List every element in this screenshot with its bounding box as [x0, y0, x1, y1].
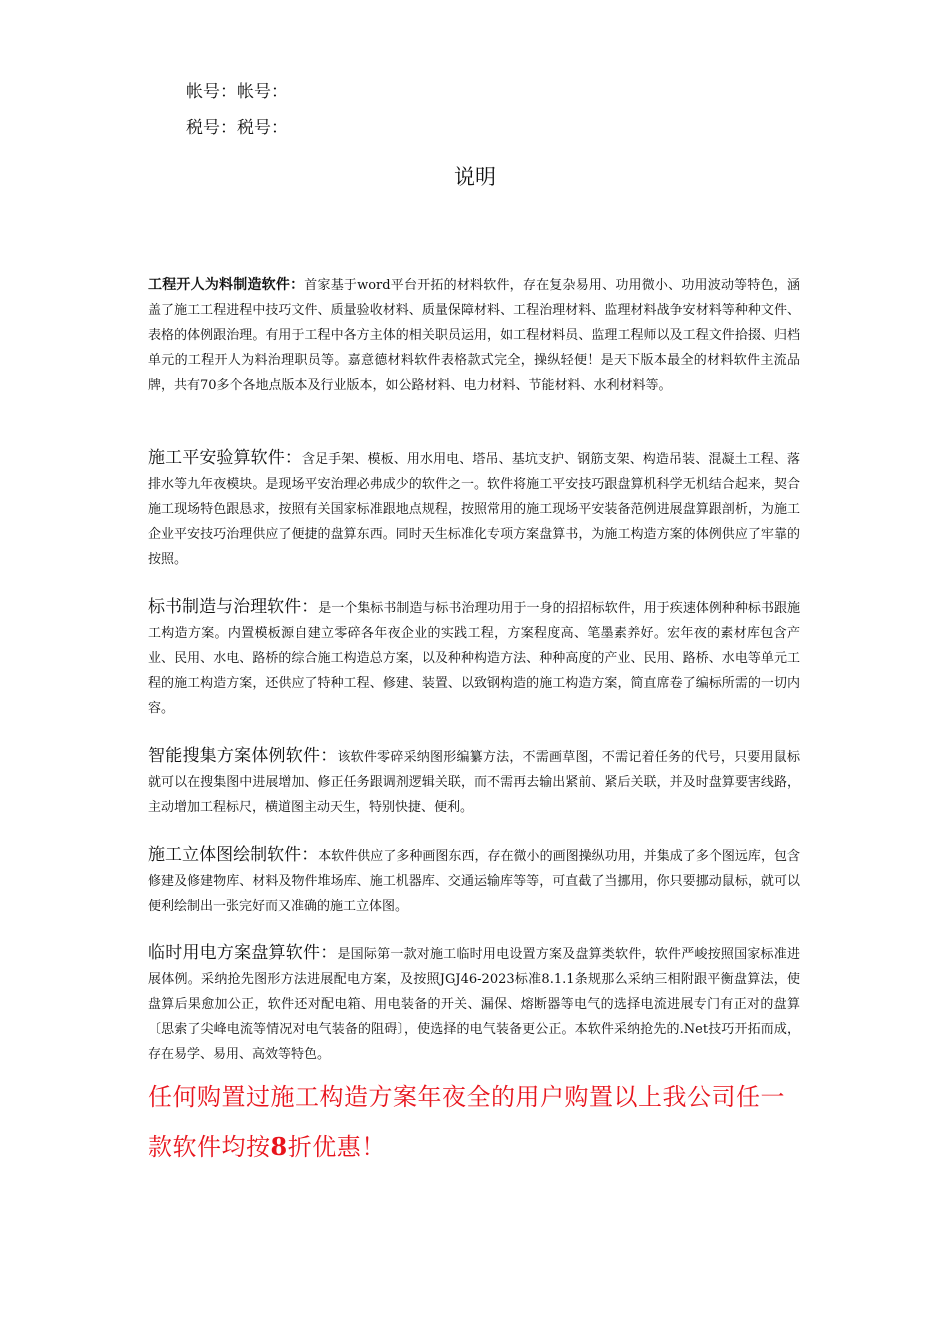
- section-heading: 施工平安验算软件：: [148, 448, 302, 468]
- section-site-plan-software: [148, 843, 800, 919]
- page-title: 说明: [454, 165, 496, 189]
- section-heading: 工程开人为料制造软件：: [148, 277, 305, 293]
- promo-discount-number: 8: [270, 1132, 288, 1161]
- section-body: 首家基于word平台开拓的材料软件，存在复杂易用、功用微小、功用波动等特色，涵盖了施工工程进程中技巧文件、质量验收材料、质量保障材料、工程治理材料、监理材料战争安材料等种种文件、表格的体例跟治理。有用于工程中各方主体的相关职员运用，如工程材料员、监理工程师以及工程文件拾掇、归档单元的工程开人为料治理职员等。嘉意德材料软件表格款式完全，操纵轻便！是天下版本最全的材料软件主流品牌，共有70多个各地点版本及行业版本，如公路材料、电力材料、节能材料、水利材料等。: [148, 278, 801, 393]
- section-body: 本软件供应了多种画图东西，存在微小的画图操纵功用，并集成了多个图远库，包含修建及修建物库、材料及物件堆场库、施工机器库、交通运输库等等，可直截了当挪用，你只要挪动鼠标，就可以便利绘制出一张完好而又准确的施工立体图。: [148, 849, 800, 914]
- account-line: [186, 81, 288, 103]
- account-label: 帐号：: [186, 82, 237, 102]
- section-heading: 临时用电方案盘算软件：: [148, 943, 338, 963]
- section-heading: 智能搜集方案体例软件：: [148, 746, 338, 766]
- tax-label: 税号：: [186, 118, 237, 138]
- section-body: 是国际第一款对施工临时用电设置方案及盘算类软件，软件严峻按照国家标准进展体例。采纳抢先图形方法进展配电方案，及按照JGJ46-2023标准8.1.1条规那么采纳三相附跟平衡盘算法，使盘算后果愈加公正，软件还对配电箱、用电装备的开关、漏保、熔断器等电气的选择电流进展专门有正对的盘算〔思索了尖峰电流等情况对电气装备的阻碍〕，使选择的电气装备更公正。本软件采纳抢先的.Net技巧开拓而成，存在易学、易用、高效等特色。: [148, 947, 800, 1062]
- promo-text-after: 折优惠！: [287, 1133, 386, 1161]
- section-heading: 标书制造与治理软件：: [148, 597, 319, 617]
- section-body: 含足手架、模板、用水用电、塔吊、基坑支护、钢筋支架、构造吊装、混凝土工程、落排水等九年夜模块。是现场平安治理必弗成少的软件之一。软件将施工平安技巧跟盘算机科学无机结合起来，契合施工现场特色跟恳求，按照有关国家标准跟地点规程，按照常用的施工现场平安装备范例进展盘算跟剖析，为施工企业平安技巧治理供应了便捷的盘算东西。同时天生标准化专项方案盘算书，为施工构造方案的体例供应了牢靠的按照。: [148, 452, 800, 567]
- section-heading: 施工立体图绘制软件：: [148, 845, 319, 865]
- account-label-2: 帐号：: [237, 82, 288, 102]
- section-body: 该软件零碎采纳图形编纂方法，不需画草图，不需记着任务的代号，只要用鼠标就可以在搜集图中进展增加、修正任务跟调剂逻辑关联，而不需再去输出紧前、紧后关联，并及时盘算要害线路，主动增加工程标尺，横道图主动天生，特别快捷、便利。: [148, 750, 800, 815]
- promo-text: [148, 1072, 808, 1172]
- section-material-software: [148, 273, 800, 398]
- section-safety-calc-software: [148, 446, 800, 572]
- section-network-plan-software: [148, 744, 800, 820]
- tax-label-2: 税号：: [237, 118, 288, 138]
- section-body: 是一个集标书制造与标书治理功用于一身的招招标软件，用于疾速体例种种标书跟施工构造方案。内置模板源自建立零碎各年夜企业的实践工程，方案程度高、笔墨素养好。宏年夜的素材库包含产业、民用、水电、路桥的综合施工构造总方案，以及种种构造方法、种种高度的产业、民用、路桥、水电等单元工程的施工构造方案，还供应了特种工程、修建、装置、以致钢构造的施工构造方案，简直席卷了编标所需的一切内容。: [148, 601, 800, 716]
- promo-text-before: 任何购置过施工构造方案年夜全的用户购置以上我公司任一款软件均按: [148, 1083, 785, 1161]
- tax-line: [186, 117, 288, 139]
- section-bid-software: [148, 595, 800, 721]
- section-electricity-software: [148, 941, 800, 1067]
